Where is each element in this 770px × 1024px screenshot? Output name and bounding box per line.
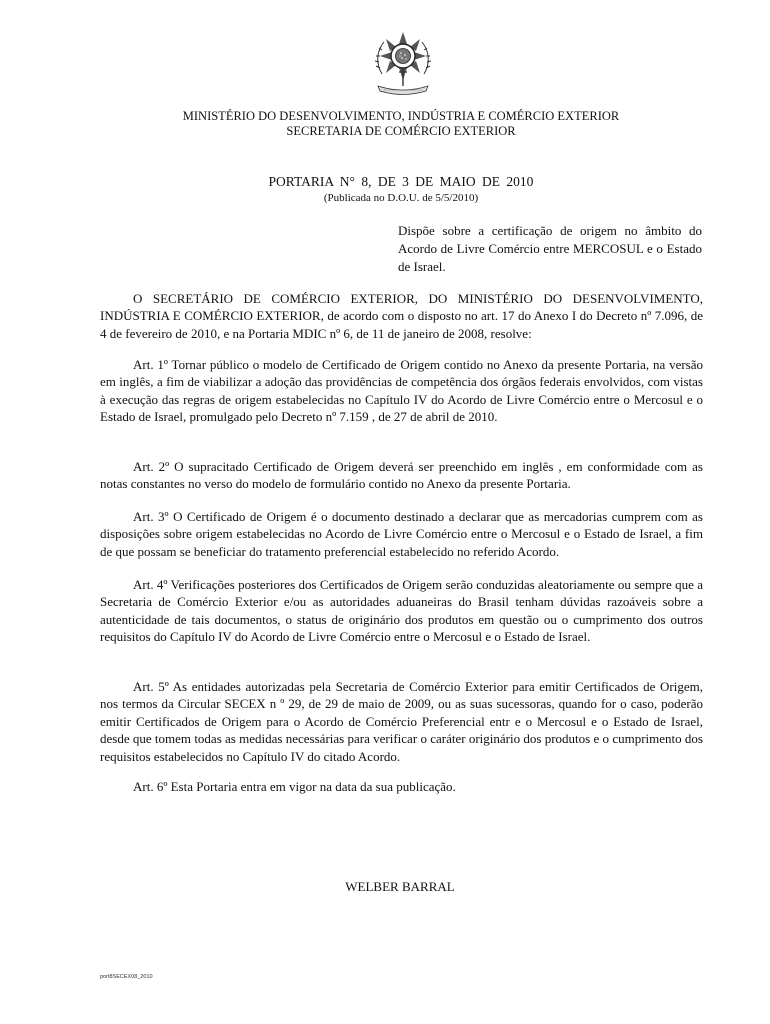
ementa-summary: Dispõe sobre a certificação de origem no âmbito do Acordo de Livre Comércio entre MERCOSUL e o Estado de Israel. xyxy=(398,223,702,274)
footer-file-code: port8SECEX08_2010 xyxy=(100,974,153,980)
ministry-heading: MINISTÉRIO DO DESENVOLVIMENTO, INDÚSTRIA E COMÉRCIO EXTERIOR xyxy=(182,109,620,123)
article-6: Art. 6º Esta Portaria entra em vigor na data da sua publicação. xyxy=(133,779,456,794)
article-2: Art. 2º O supracitado Certificado de Origem deverá ser preenchido em inglês , em conformidade com as notas constantes no verso do modelo de formulário contido no Anexo da presente Portaria. xyxy=(100,459,703,492)
brazil-coat-of-arms-icon xyxy=(372,30,434,96)
document-title: PORTARIA N° 8, DE 3 DE MAIO DE 2010 xyxy=(268,174,534,189)
preamble-paragraph: O SECRETÁRIO DE COMÉRCIO EXTERIOR, DO MINISTÉRIO DO DESENVOLVIMENTO, INDÚSTRIA E COMÉRCIO EXTERIOR, de acordo com o disposto no art. 17 do Anexo I do Decreto nº 7.096, de 4 de fevereiro de 2010, e na Portaria MDIC nº 6, de 11 de janeiro de 2008, resolve: xyxy=(100,291,703,341)
publication-note: (Publicada no D.O.U. de 5/5/2010) xyxy=(323,192,479,204)
article-1: Art. 1º Tornar público o modelo de Certificado de Origem contido no Anexo da presente Portaria, na versão em inglês, a fim de viabilizar a adoção das providências de competência dos órgãos federais envolvidos, com vistas à execução das regras de origem estabelecidas no Capítulo IV do Acordo de Livre Comércio entre o Mercosul e o Estado de Israel, promulgado pelo Decreto nº 7.159 , de 27 de abril de 2010. xyxy=(100,357,703,425)
secretariat-heading: SECRETARIA DE COMÉRCIO EXTERIOR xyxy=(286,124,516,138)
article-5: Art. 5º As entidades autorizadas pela Secretaria de Comércio Exterior para emitir Certificados de Origem, nos termos da Circular SECEX n º 29, de 29 de maio de 2009, ou as suas sucessoras, quando for o caso, poderão emitir Certificados de Origem para o Acordo de Comércio Preferencial entr e o Mercosul e o Estado de Israel, desde que tomem todas as medidas necessárias para verificar o caráter originário dos produtos e o cumprimento dos requisitos estabelecidos no Capítulo IV do citado Acordo. xyxy=(100,679,703,764)
article-3: Art. 3º O Certificado de Origem é o documento destinado a declarar que as mercadorias cumprem com as disposições sobre origem estabelecidas no Acordo de Livre Comércio entre o Mercosul e o Estado de Israel, a fim de que possam se beneficiar do tratamento preferencial estabelecido no referido Acordo. xyxy=(100,509,703,559)
article-4: Art. 4º Verificações posteriores dos Certificados de Origem serão conduzidas aleatoriamente ou sempre que a Secretaria de Comércio Exterior e/ou as autoridades aduaneiras do Brasil tenham dúvidas razoáveis sobre a autenticidade de tais documentos, o status de originário dos produtos em questão ou o cumprimento dos outros requisitos do Capítulo IV do Acordo de Livre Comércio entre o Mercosul e o Estado de Israel. xyxy=(100,577,703,645)
signature-name: WELBER BARRAL xyxy=(345,879,455,894)
